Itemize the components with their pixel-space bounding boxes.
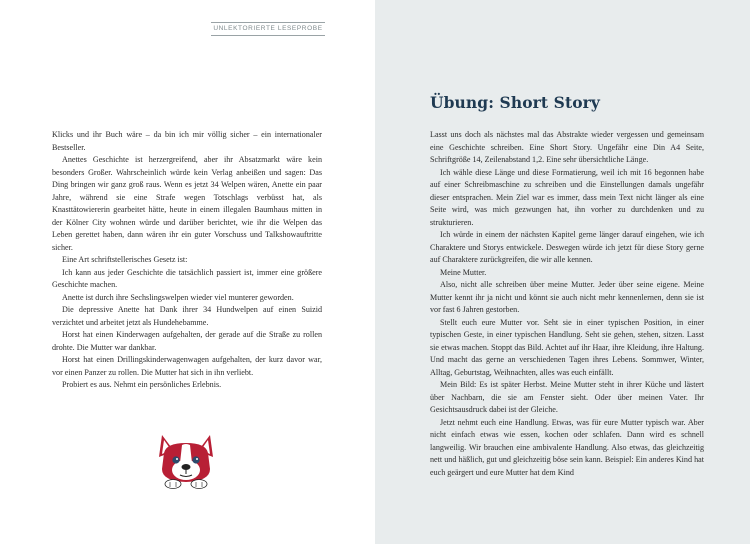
french-bulldog-icon [154, 431, 218, 489]
left-paragraph: Die depressive Anette hat Dank ihrer 34 Hundwelpen auf einen Suizid verzichtet und arbeitet jetzt als Hundehebamme. [52, 305, 322, 327]
header-rule-top [211, 22, 325, 23]
right-paragraph: Also, nicht alle schreiben über meine Mutter. Jeder über seine eigene. Meine Mutter kennt ihr ja nicht und könnt sie auch nicht mehr kennenlernen, denn sie ist vor fast 6 Jahren gestorben. [430, 280, 704, 314]
right-paragraph: Stellt euch eure Mutter vor. Seht sie in einer typischen Position, in einer typischen Geste, in einer typischen Handlung. Seht sie gehen, stehen, sitzen. Lasst sie etwas machen. Stoppt das Bild. Achtet auf ihr Haar, ihre Kleidung, ihre Haltung. Und macht das gerne an verschiedenen Tagen ihres Lebens. Sommwer, Winter, Alltag, Geburtstag, Weihnachten, alles was euch einfällt. [430, 317, 704, 377]
right-paragraph: Lasst uns doch als nächstes mal das Abstrakte wieder vergessen und gemeinsam eine Geschichte schreiben. Eine Short Story. Ungefähr eine Din A4 Seite, Schriftgröße 14, Zeilenabstand 1,2. Eine sehr übersichtliche Länge. [430, 130, 704, 164]
right-paragraph: Ich würde in einem der nächsten Kapitel gerne länger darauf eingehen, wie ich Charaktere und Storys entwickele. Deswegen würde ich jetzt für diese Story gerne auf Charaktere zurückgreifen, die wir alle kennen. [430, 230, 704, 264]
left-body-text [52, 129, 322, 392]
left-paragraph: Probiert es aus. Nehmt ein persönliches Erlebnis. [62, 380, 222, 389]
left-paragraph: Horst hat einen Drillingskinderwagenwagen aufgehalten, der kurz davor war, vor einen Panzer zu rollen. Die Mutter hat sich in ihn verliebt. [52, 355, 322, 377]
left-paragraph: Eine Art schriftstellerisches Gesetz ist: [62, 255, 188, 264]
right-paragraph: Jetzt nehmt euch eine Handlung. Etwas, was für eure Mutter typisch war. Aber nicht einfach etwas wie essen, kochen oder schlafen. Dann wird es schnell langweilig. Wir brauchen eine ambivalente Handlung. Also etwas, das gleichzeitig nett und häßlich, gut und gleichzeitig böse sein kann. Beispiel: Ein anderes Kind hat euch geärgert und eure Mutter hat dem Kind [430, 417, 704, 477]
right-paragraph: Mein Bild: Es ist später Herbst. Meine Mutter steht in ihrer Küche und lästert über Nachbarn, die sie am Fenster sieht. Oder über meinen Vater. Ihr Gesichtsausdruck dabei ist der Gleiche. [430, 380, 704, 414]
left-paragraph: Anettes Geschichte ist herzergreifend, aber ihr Absatzmarkt wäre kein besonders Großer. Wahrscheinlich würde kein Verlag anbeißen und sagen: Das Ding bringen wir ganz groß raus. Wenn es jetzt 34 Welpen wären, Anette ein paar Jahre, während sie eine Strafe wegen Totschlags verbüsst hat, als Knasttätowiererin gearbeitet hätte, heute in einem illegalen Baumhaus mitten in der Kölner City wohnen würde und darüber berichtet, wie ihr die Welpen das Leben gerettet haben, dann wären ihr ein guter Vorschuss und Talkshowauftritte sicher. [52, 155, 322, 252]
header-rule-bottom [211, 35, 325, 36]
header-label [211, 22, 325, 36]
left-paragraph: Ich kann aus jeder Geschichte die tatsächlich passiert ist, immer eine größere Geschichte machen. [52, 267, 322, 289]
left-paragraph: Anette ist durch ihre Sechslingswelpen wieder viel munterer geworden. [62, 292, 294, 302]
right-body-text [430, 129, 704, 479]
right-paragraph: Ich wähle diese Länge und diese Formatierung, weil ich mit 16 begonnen habe auf einer Schreibmaschine zu schreiben und die Einstellungen damals ungefähr dieser entsprachen. Mein Ziel war es immer, dass mein Text nicht länger als eine Seite wird, was mich gezwungen hat, ihn vorher zu durchdenken und zu strukturieren. [430, 167, 704, 227]
left-paragraph: Klicks und ihr Buch wäre – da bin ich mir völlig sicher – ein internationaler Bestseller. [52, 130, 322, 152]
chapter-title: Übung: Short Story [430, 93, 601, 112]
right-paragraph: Meine Mutter. [440, 267, 487, 277]
header-label-text: UNLEKTORIERTE LESEPROBE [213, 25, 323, 32]
left-paragraph: Horst hat einen Kinderwagen aufgehalten, der gerade auf die Straße zu rollen drohte. Die Mutter war dankbar. [52, 330, 322, 352]
